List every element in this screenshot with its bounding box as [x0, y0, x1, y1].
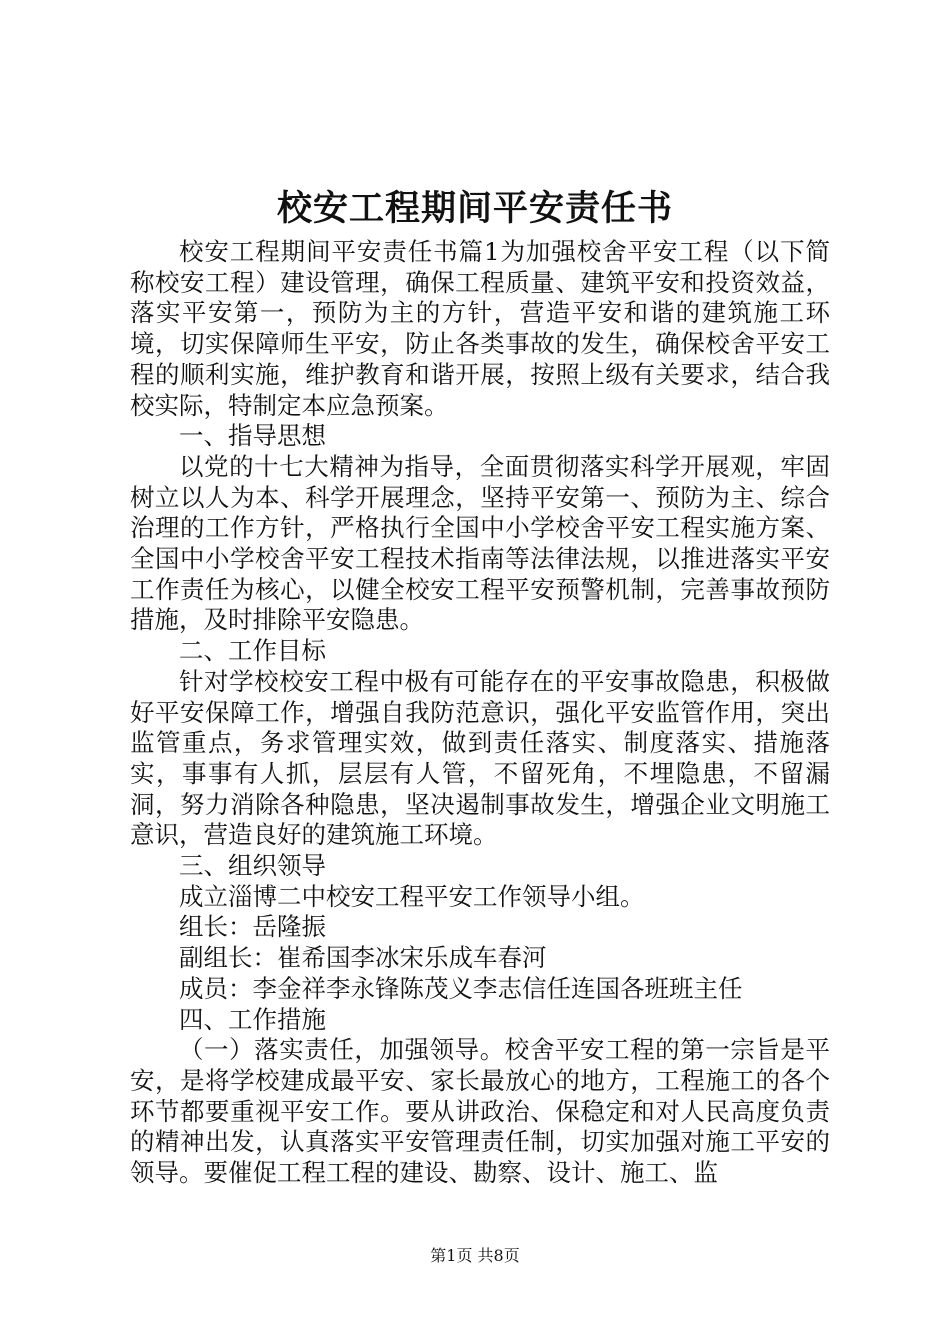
paragraph-intro: 校安工程期间平安责任书篇1为加强校舍平安工程（以下简称校安工程）建设管理，确保工程质量、建筑平安和投资效益，落实平安第一，预防为主的方针，营造平安和谐的建筑施工环境，切实保障师生平安，防止各类事故的发生，确保校舍平安工程的顺利实施，维护教育和谐开展，按照上级有关要求，结合我校实际，特制定本应急预案。: [130, 237, 830, 420]
heading-work-goals: 二、工作目标: [179, 636, 326, 666]
heading-guiding-ideology: 一、指导思想: [179, 421, 326, 451]
page-footer: 第1页 共8页: [430, 1246, 520, 1265]
document-body: [130, 237, 830, 1189]
paragraph-deputy-leaders: 副组长：崔希国李冰宋乐成车春河: [179, 943, 547, 973]
paragraph-work-goals: 针对学校校安工程中极有可能存在的平安事故隐患，积极做好平安保障工作，增强自我防范意识，强化平安监管作用，突出监管重点，务求管理实效，做到责任落实、制度落实、措施落实，事事有人抓，层层有人管，不留死角，不埋隐患，不留漏洞，努力消除各种隐患，坚决遏制事故发生，增强企业文明施工意识，营造良好的建筑施工环境。: [130, 666, 830, 850]
heading-work-measures: 四、工作措施: [179, 1004, 326, 1034]
paragraph-guiding-ideology: 以党的十七大精神为指导，全面贯彻落实科学开展观，牢固树立以人为本、科学开展理念，坚持平安第一、预防为主、综合治理的工作方针，严格执行全国中小学校舍平安工程实施方案、全国中小学校舍平安工程技术指南等法律法规，以推进落实平安工作责任为核心，以健全校安工程平安预警机制，完善事故预防措施，及时排除平安隐患。: [130, 451, 830, 635]
heading-organization: 三、组织领导: [179, 851, 326, 881]
document-title: 校安工程期间平安责任书: [276, 188, 673, 229]
paragraph-leadership-group: 成立淄博二中校安工程平安工作领导小组。: [179, 881, 645, 911]
paragraph-measure-one: （一）落实责任，加强领导。校舍平安工程的第一宗旨是平安，是将学校建成最平安、家长最放心的地方，工程施工的各个环节都要重视平安工作。要从讲政治、保稳定和对人民高度负责的精神出发，认真落实平安管理责任制，切实加强对施工平安的领导。要催促工程工程的建设、勘察、设计、施工、监: [130, 1035, 830, 1188]
paragraph-group-leader: 组长：岳隆振: [179, 912, 326, 942]
paragraph-members: 成员：李金祥李永锋陈茂义李志信任连国各班班主任: [179, 973, 743, 1003]
